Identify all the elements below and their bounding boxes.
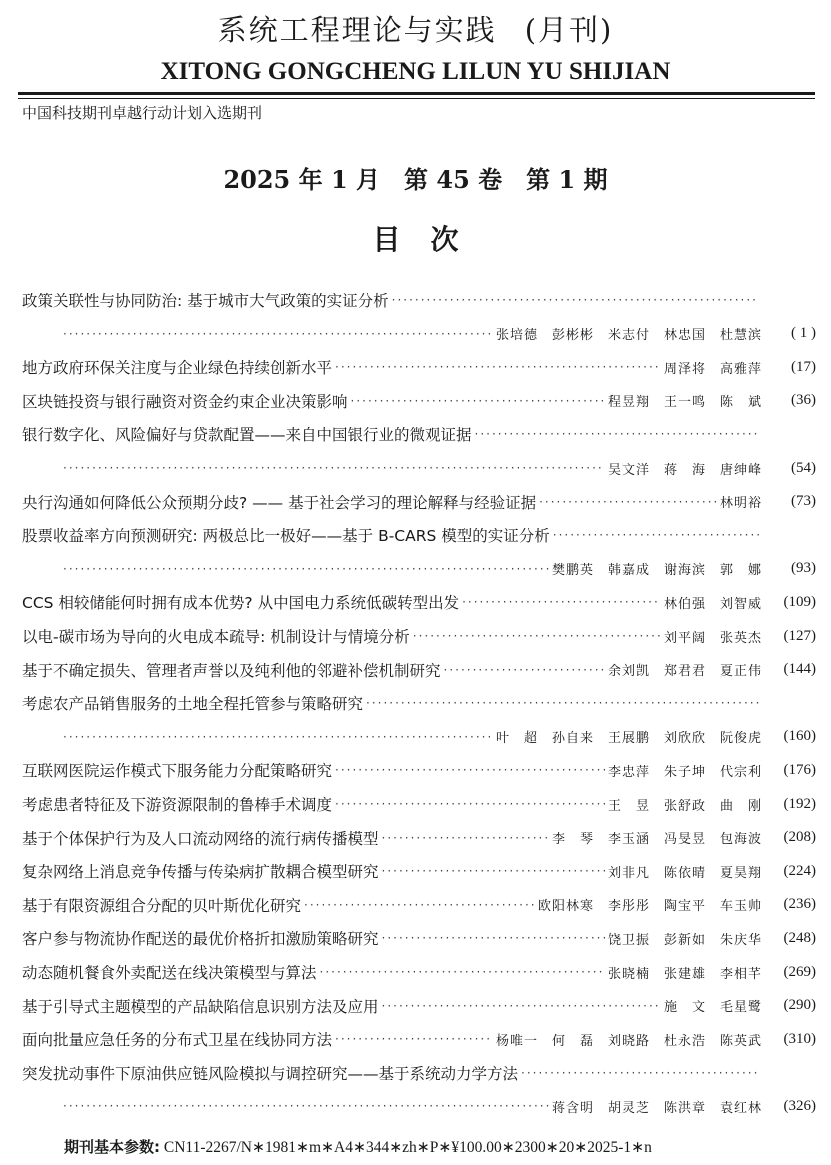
article-authors: 施 文 毛星鹭	[663, 1000, 762, 1016]
article-title: 政策关联性与协同防治: 基于城市大气政策的实证分析	[22, 292, 389, 310]
article-page: (208)	[783, 829, 816, 846]
article-page: (269)	[783, 963, 816, 980]
toc-title: 目次	[372, 223, 489, 256]
dot-leader	[63, 730, 493, 744]
article-title: 面向批量应急任务的分布式卫星在线协同方法	[22, 1031, 333, 1050]
dot-leader	[335, 763, 605, 777]
article-title: 突发扰动事件下原油供应链风险模拟与调控研究——基于系统动力学方法	[22, 1064, 519, 1083]
article-page: (310)	[783, 1030, 816, 1047]
article-title: 复杂网络上消息竞争传播与传染病扩散耦合模型研究	[22, 863, 379, 882]
toc-entry-author-line	[60, 320, 816, 348]
dot-leader	[351, 394, 605, 408]
article-title: 考虑农产品销售服务的土地全程托管参与策略研究	[22, 695, 364, 714]
parameters-value: CN11-2267/N∗1981∗m∗A4∗344∗zh∗P∗¥100.00∗2300∗20∗2025-1∗n	[163, 1139, 652, 1156]
toc-entry-line	[22, 857, 816, 885]
toc-entry-author-line	[60, 1092, 816, 1120]
toc-entry-line	[22, 756, 816, 784]
toc-entry-line	[22, 588, 816, 616]
dot-leader	[63, 1099, 549, 1113]
toc-entry-title-line	[22, 420, 816, 448]
dot-leader	[335, 360, 661, 374]
dot-leader	[462, 595, 661, 609]
article-page: (248)	[783, 929, 816, 946]
toc-entry-line	[22, 958, 816, 986]
article-title: 基于个体保护行为及人口流动网络的流行病传播模型	[22, 829, 379, 848]
article-page: (192)	[783, 795, 816, 812]
toc-entry-line	[22, 656, 816, 684]
dot-leader	[63, 327, 493, 341]
toc-entry-author-line	[60, 555, 816, 583]
article-title: 银行数字化、风险偏好与贷款配置——来自中国银行业的微观证据	[22, 426, 472, 445]
article-page: (236)	[783, 896, 816, 913]
dot-leader	[413, 629, 661, 643]
article-page: (224)	[783, 862, 816, 879]
article-authors: 叶 超 孙自来 王展鹏 刘欣欣 阮俊虎	[495, 731, 762, 747]
dot-leader	[382, 999, 661, 1013]
article-authors: 刘平阔 张英杰	[663, 630, 762, 646]
dot-leader	[521, 1066, 759, 1080]
article-page: (54)	[791, 459, 816, 476]
article-title: 考虑患者特征及下游资源限制的鲁棒手术调度	[22, 796, 333, 814]
journal-title-cn-text: 系统工程理论与实践	[217, 13, 497, 47]
dot-leader	[382, 864, 605, 878]
article-authors: 欧阳林寒 李彤彤 陶宝平 车玉帅	[537, 899, 762, 915]
dot-leader	[304, 898, 535, 912]
article-authors: 张培德 彭彬彬 米志付 林忠国 杜慧滨	[495, 328, 762, 344]
article-title: 地方政府环保关注度与企业绿色持续创新水平	[22, 359, 333, 378]
article-authors: 饶卫振 彭新如 朱庆华	[607, 932, 762, 948]
dot-leader	[392, 293, 759, 307]
article-page: (73)	[791, 493, 816, 510]
journal-title-en: XITONG GONGCHENG LILUN YU SHIJIAN	[160, 58, 671, 85]
article-authors: 周泽将 高雅萍	[663, 361, 762, 377]
dot-leader	[539, 495, 717, 509]
toc-entry-line	[22, 387, 816, 415]
article-page: (326)	[783, 1097, 816, 1114]
article-authors: 程昱翔 王一鸣 陈 斌	[607, 395, 762, 411]
article-authors: 李 琴 李玉涵 冯旻昱 包海波	[551, 832, 762, 848]
article-authors: 李忠萍 朱子坤 代宗利	[607, 764, 762, 780]
toc-entry-line	[22, 924, 816, 952]
article-page: (144)	[783, 661, 816, 678]
article-authors: 王 昱 张舒政 曲 刚	[607, 798, 762, 814]
article-authors: 林明裕	[719, 496, 762, 512]
journal-frequency: (月刊)	[524, 13, 614, 47]
parameters-label: 期刊基本参数:	[64, 1138, 160, 1156]
toc-entry-line	[22, 790, 816, 818]
article-authors: 杨唯一 何 磊 刘晓路 杜永浩 陈英武	[495, 1033, 762, 1049]
toc-entry-line	[22, 824, 816, 852]
article-authors: 蒋含明 胡灵芝 陈洪章 袁红林	[551, 1100, 762, 1116]
article-page: (160)	[783, 728, 816, 745]
article-title: 基于不确定损失、管理者声誉以及纯利他的邻避补偿机制研究	[22, 661, 441, 680]
dot-leader	[366, 696, 759, 710]
toc-entry-line	[22, 488, 816, 516]
dot-leader	[335, 1032, 493, 1046]
article-authors: 樊鹏英 韩嘉成 谢海滨 郭 娜	[551, 563, 762, 579]
article-page: (176)	[783, 761, 816, 778]
article-title: 央行沟通如何降低公众预期分歧? —— 基于社会学习的理论解释与经验证据	[22, 493, 537, 512]
toc-entry-author-line	[60, 454, 816, 482]
toc-entry-author-line	[60, 723, 816, 751]
article-page: (290)	[783, 997, 816, 1014]
dot-leader	[335, 797, 605, 811]
article-title: 基于有限资源组合分配的贝叶斯优化研究	[22, 896, 302, 915]
article-title: 互联网医院运作模式下服务能力分配策略研究	[22, 762, 333, 781]
toc-entry-line	[22, 992, 816, 1020]
dot-leader	[63, 461, 605, 475]
article-authors: 刘非凡 陈依晴 夏昊翔	[607, 865, 762, 881]
journal-parameters	[64, 1136, 652, 1157]
article-title: 区块链投资与银行融资对资金约束企业决策影响	[22, 392, 348, 411]
article-title: 动态随机餐食外卖配送在线决策模型与算法	[22, 964, 317, 982]
article-title: 股票收益率方向预测研究: 两极总比一极好——基于 B-CARS 模型的实证分析	[22, 527, 550, 546]
dot-leader	[63, 562, 549, 576]
article-page: (17)	[791, 358, 816, 375]
article-title: 基于引导式主题模型的产品缺陷信息识别方法及应用	[22, 997, 379, 1016]
issue-info: 2025 年 1 月 第 45 卷 第 1 期	[223, 165, 608, 194]
article-page: (109)	[783, 593, 816, 610]
article-title: 以电-碳市场为导向的火电成本疏导: 机制设计与情境分析	[22, 628, 410, 646]
dot-leader	[320, 965, 605, 979]
article-authors: 吴文洋 蒋 海 唐绅峰	[607, 462, 762, 478]
dot-leader	[382, 831, 549, 845]
article-authors: 张晓楠 张建雄 李相芊	[607, 966, 762, 982]
article-title: 客户参与物流协作配送的最优价格折扣激励策略研究	[22, 930, 379, 949]
dot-leader	[382, 931, 605, 945]
toc-entry-line	[22, 353, 816, 381]
article-authors: 林伯强 刘智威	[663, 596, 762, 612]
article-page: (36)	[791, 392, 816, 409]
article-title: CCS 相较储能何时拥有成本优势? 从中国电力系统低碳转型出发	[22, 594, 460, 613]
toc-entry-title-line	[22, 689, 816, 717]
program-label: 中国科技期刊卓越行动计划入选期刊	[22, 104, 263, 122]
article-authors: 余刘凯 郑君君 夏正伟	[607, 664, 762, 680]
toc-entry-title-line	[22, 521, 816, 549]
article-page: (127)	[783, 627, 816, 644]
toc-entry-title-line	[22, 1059, 816, 1087]
toc-entry-line	[22, 622, 816, 650]
dot-leader	[553, 528, 759, 542]
dot-leader	[444, 663, 605, 677]
toc-entry-title-line	[22, 286, 816, 314]
article-page: (93)	[791, 560, 816, 577]
toc-entry-line	[22, 891, 816, 919]
article-page: ( 1 )	[791, 325, 816, 342]
toc-entry-line	[22, 1025, 816, 1053]
dot-leader	[475, 427, 759, 441]
